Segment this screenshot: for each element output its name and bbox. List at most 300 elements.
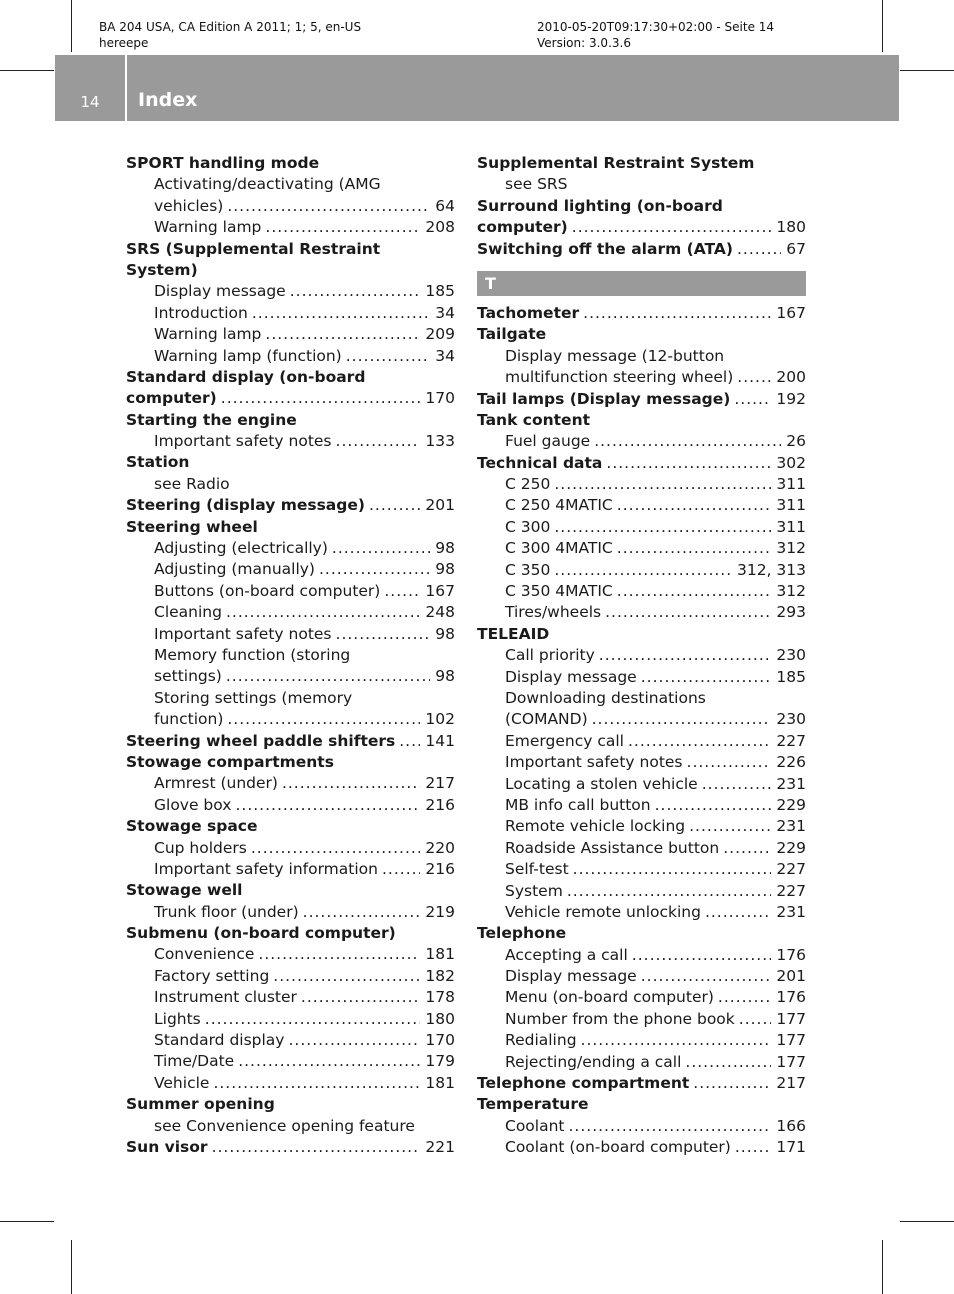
entry-text: computer) <box>477 218 568 237</box>
dot-leader <box>632 945 772 966</box>
entry-text: Steering wheel <box>126 517 258 536</box>
entry-text: settings) <box>154 667 222 686</box>
dot-leader <box>369 495 420 516</box>
entry-text: Stowage well <box>126 881 243 900</box>
page-reference: 176 <box>776 988 806 1007</box>
entry-text: Important safety information <box>154 859 378 878</box>
page-reference: 216 <box>425 795 455 814</box>
dot-leader <box>723 838 771 859</box>
entry-text: Telephone <box>477 924 567 943</box>
dot-leader <box>687 752 772 773</box>
entry-text: Activating/deactivating (AMG <box>154 175 381 194</box>
index-subentry <box>477 1116 806 1137</box>
dot-leader <box>303 902 421 923</box>
page-reference: 167 <box>776 303 806 322</box>
page-reference: 229 <box>776 838 806 857</box>
entry-text: Warning lamp (function) <box>154 346 342 365</box>
banner-divider <box>125 55 127 121</box>
page-reference: 209 <box>425 325 455 344</box>
index-subentry <box>126 795 455 816</box>
dot-leader <box>235 795 420 816</box>
index-entry <box>477 239 806 260</box>
index-subentry <box>477 667 806 688</box>
page-reference: 302 <box>776 453 806 472</box>
entry-text: Tail lamps (Display message) <box>477 389 731 408</box>
index-subentry <box>126 624 455 645</box>
index-entry <box>477 389 806 410</box>
dot-leader <box>554 474 771 495</box>
dot-leader <box>573 859 772 880</box>
entry-text: Cup holders <box>154 838 247 857</box>
entry-text: Accepting a call <box>505 945 628 964</box>
dot-leader <box>617 538 772 559</box>
dot-leader <box>258 944 420 965</box>
entry-text: Redialing <box>505 1031 577 1050</box>
index-subentry <box>126 859 455 880</box>
index-subentry <box>126 303 455 324</box>
index-entry <box>126 731 455 752</box>
dot-leader <box>226 666 430 687</box>
entry-text: Introduction <box>154 303 248 322</box>
dot-leader <box>734 389 771 410</box>
entry-text: Call priority <box>505 646 595 665</box>
index-subentry <box>477 752 806 773</box>
entry-text: C 300 4MATIC <box>505 539 613 558</box>
entry-text: multifunction steering wheel) <box>505 368 734 387</box>
page-reference: 170 <box>425 1031 455 1050</box>
entry-text: Remote vehicle locking <box>505 817 686 836</box>
page-reference: 98 <box>435 667 455 686</box>
index-subentry <box>477 774 806 795</box>
page-reference: 208 <box>425 218 455 237</box>
page-reference: 185 <box>776 667 806 686</box>
dot-leader <box>617 581 772 602</box>
entry-text: see SRS <box>505 175 568 194</box>
page-number: 14 <box>80 93 100 111</box>
page-reference: 180 <box>776 218 806 237</box>
index-entry <box>477 410 806 431</box>
dot-leader <box>592 709 772 730</box>
entry-text: Standard display (on-board <box>126 367 366 386</box>
index-subentry <box>477 966 806 987</box>
index-entry <box>477 324 806 345</box>
index-subentry <box>126 773 455 794</box>
crop-mark <box>900 70 954 71</box>
dot-leader <box>705 902 771 923</box>
dot-leader <box>617 495 772 516</box>
index-entry <box>126 880 455 901</box>
index-entry <box>126 923 455 944</box>
entry-text: System) <box>126 260 198 279</box>
dot-leader <box>628 731 771 752</box>
page-reference: 180 <box>425 1009 455 1028</box>
dot-leader <box>384 581 420 602</box>
page-reference: 248 <box>425 603 455 622</box>
dot-leader <box>251 838 421 859</box>
dot-leader <box>599 645 772 666</box>
index-subentry <box>126 688 455 709</box>
dot-leader <box>319 559 430 580</box>
dot-leader <box>606 453 771 474</box>
print-info-left-line1: BA 204 USA, CA Edition A 2011; 1; 5, en-US <box>99 20 362 34</box>
page-reference: 226 <box>776 753 806 772</box>
index-subentry <box>126 645 455 666</box>
index-entry <box>477 1094 806 1115</box>
print-info-right-line1: 2010-05-20T09:17:30+02:00 - Seite 14 <box>537 20 775 34</box>
index-subentry <box>126 196 455 217</box>
dot-leader <box>685 1052 771 1073</box>
index-subentry <box>126 174 455 195</box>
page-reference: 98 <box>435 539 455 558</box>
index-subentry <box>126 1030 455 1051</box>
index-subentry <box>126 602 455 623</box>
entry-text: Temperature <box>477 1095 589 1114</box>
entry-text: Display message <box>505 667 637 686</box>
page-reference: 217 <box>425 774 455 793</box>
crop-mark <box>71 0 72 52</box>
entry-text: Convenience <box>154 945 255 964</box>
entry-text: Coolant <box>505 1116 565 1135</box>
entry-text: C 300 <box>505 517 551 536</box>
index-entry <box>477 217 806 238</box>
dot-leader <box>594 431 781 452</box>
dot-leader <box>212 1137 421 1158</box>
print-info-left-line2: hereepe <box>99 36 149 50</box>
entry-text: Important safety notes <box>154 624 332 643</box>
entry-text: C 350 4MATIC <box>505 582 613 601</box>
index-subentry <box>477 816 806 837</box>
entry-text: Trunk floor (under) <box>154 902 299 921</box>
index-entry <box>126 452 455 473</box>
entry-text: Tachometer <box>477 303 580 322</box>
page-reference: 192 <box>776 389 806 408</box>
dot-leader <box>265 217 420 238</box>
entry-text: Steering (display message) <box>126 496 365 515</box>
index-subentry <box>477 688 806 709</box>
dot-leader <box>399 731 420 752</box>
entry-text: Tires/wheels <box>505 603 602 622</box>
index-entry <box>126 1094 455 1115</box>
page-reference: 221 <box>425 1137 455 1156</box>
page-reference: 216 <box>425 859 455 878</box>
page-reference: 311 <box>776 517 806 536</box>
index-subentry <box>477 987 806 1008</box>
dot-leader <box>689 816 771 837</box>
index-subentry <box>126 1116 455 1137</box>
entry-text: Tailgate <box>477 325 547 344</box>
index-entry <box>126 410 455 431</box>
page-reference: 176 <box>776 945 806 964</box>
entry-text: Station <box>126 453 190 472</box>
entry-text: Downloading destinations <box>505 688 706 707</box>
dot-leader <box>655 795 772 816</box>
index-subentry <box>126 902 455 923</box>
dot-leader <box>735 1137 772 1158</box>
entry-text: Roadside Assistance button <box>505 838 720 857</box>
page-reference: 200 <box>776 368 806 387</box>
page-reference: 177 <box>776 1031 806 1050</box>
entry-text: Switching off the alarm (ATA) <box>477 239 733 258</box>
dot-leader <box>336 431 421 452</box>
entry-text: Number from the phone book <box>505 1009 735 1028</box>
index-entry <box>126 388 455 409</box>
page-reference: 98 <box>435 624 455 643</box>
index-subentry <box>126 281 455 302</box>
index-entry <box>126 517 455 538</box>
entry-text: System <box>505 881 563 900</box>
entry-text: Summer opening <box>126 1095 275 1114</box>
dot-leader <box>581 1030 772 1051</box>
entry-text: Supplemental Restraint System <box>477 154 755 172</box>
page-reference: 231 <box>776 817 806 836</box>
index-subentry <box>477 602 806 623</box>
page-reference: 182 <box>425 966 455 985</box>
index-entry <box>126 752 455 773</box>
dot-leader <box>605 602 771 623</box>
index-subentry <box>126 324 455 345</box>
page-reference: 230 <box>776 710 806 729</box>
index-subentry <box>477 709 806 730</box>
page-reference: 311 <box>776 496 806 515</box>
page-reference: 178 <box>425 988 455 1007</box>
page-reference: 141 <box>425 731 455 750</box>
page-reference: 166 <box>776 1116 806 1135</box>
page-reference: 26 <box>786 432 806 451</box>
index-entry <box>126 495 455 516</box>
page-reference: 181 <box>425 1073 455 1092</box>
dot-leader <box>213 1073 420 1094</box>
index-subentry <box>477 538 806 559</box>
index-subentry <box>477 517 806 538</box>
dot-leader <box>290 281 421 302</box>
print-info-right-line2: Version: 3.0.3.6 <box>537 36 631 50</box>
index-subentry <box>126 346 455 367</box>
dot-leader <box>227 196 430 217</box>
entry-text: Display message <box>505 967 637 986</box>
section-banner <box>55 55 899 121</box>
page-reference: 170 <box>425 389 455 408</box>
index-entry <box>126 239 455 260</box>
entry-text: Display message (12-button <box>505 346 725 365</box>
page-reference: 98 <box>435 560 455 579</box>
index-subentry <box>126 966 455 987</box>
entry-text: Stowage compartments <box>126 752 334 771</box>
page-reference: 312 <box>776 539 806 558</box>
index-column-right <box>477 153 806 1159</box>
index-entry <box>126 1137 455 1158</box>
crop-mark <box>0 1221 54 1222</box>
entry-text: vehicles) <box>154 196 224 215</box>
page-reference: 312 <box>776 582 806 601</box>
index-subentry <box>477 474 806 495</box>
entry-text: C 250 <box>505 475 551 494</box>
page-title: Index <box>138 89 198 111</box>
dot-leader <box>641 667 772 688</box>
index-subentry <box>477 581 806 602</box>
dot-leader <box>252 303 430 324</box>
page-reference: 220 <box>425 838 455 857</box>
index-subentry <box>126 1009 455 1030</box>
entry-text: Time/Date <box>154 1052 235 1071</box>
page-reference: 311 <box>776 475 806 494</box>
dot-leader <box>554 517 771 538</box>
entry-text: SRS (Supplemental Restraint <box>126 239 381 258</box>
index-subentry <box>126 474 455 495</box>
section-letter: T <box>477 271 806 296</box>
entry-text: Rejecting/ending a call <box>505 1052 682 1071</box>
entry-text: SPORT handling mode <box>126 154 320 172</box>
dot-leader <box>205 1009 421 1030</box>
dot-leader <box>739 1009 772 1030</box>
index-subentry <box>477 881 806 902</box>
page-reference: 201 <box>425 496 455 515</box>
entry-text: Instrument cluster <box>154 988 297 1007</box>
entry-text: Submenu (on-board computer) <box>126 924 396 943</box>
entry-text: Adjusting (manually) <box>154 560 315 579</box>
page-reference: 201 <box>776 967 806 986</box>
index-entry <box>126 153 455 174</box>
index-entry <box>477 303 806 324</box>
dot-leader <box>583 303 771 324</box>
crop-mark <box>882 0 883 52</box>
entry-text: Vehicle <box>154 1073 210 1092</box>
page-reference: 177 <box>776 1052 806 1071</box>
index-subentry <box>126 987 455 1008</box>
entry-text: Factory setting <box>154 966 270 985</box>
index-subentry <box>126 217 455 238</box>
dot-leader <box>737 367 771 388</box>
entry-text: Emergency call <box>505 731 624 750</box>
dot-leader <box>238 1051 420 1072</box>
entry-text: Warning lamp <box>154 218 262 237</box>
entry-text: Surround lighting (on-board <box>477 196 723 215</box>
dot-leader <box>693 1073 771 1094</box>
print-info-right <box>537 19 774 51</box>
page-reference: 231 <box>776 774 806 793</box>
index-entry <box>477 923 806 944</box>
crop-mark <box>882 1240 883 1294</box>
index-entry <box>477 624 806 645</box>
index-entry <box>126 367 455 388</box>
dot-leader <box>382 859 420 880</box>
dot-leader <box>227 709 420 730</box>
dot-leader <box>641 966 772 987</box>
index-subentry <box>477 1137 806 1158</box>
crop-mark <box>900 1221 954 1222</box>
index-subentry <box>126 538 455 559</box>
dot-leader <box>301 987 420 1008</box>
page-reference: 34 <box>435 303 455 322</box>
print-info-left <box>99 19 361 51</box>
index-subentry <box>126 431 455 452</box>
entry-text: Locating a stolen vehicle <box>505 774 698 793</box>
index-entry <box>477 453 806 474</box>
entry-text: Self-test <box>505 860 569 879</box>
dot-leader <box>554 560 732 581</box>
dot-leader <box>572 217 772 238</box>
dot-leader <box>288 1030 420 1051</box>
index-subentry <box>477 645 806 666</box>
entry-text: Storing settings (memory <box>154 688 353 707</box>
entry-text: Starting the engine <box>126 410 297 429</box>
page-reference: 293 <box>776 603 806 622</box>
page-reference: 102 <box>425 710 455 729</box>
index-entry <box>126 816 455 837</box>
entry-text: Buttons (on-board computer) <box>154 581 381 600</box>
crop-mark <box>0 70 54 71</box>
index-entry <box>126 260 455 281</box>
index-subentry <box>477 1009 806 1030</box>
entry-text: Fuel gauge <box>505 432 591 451</box>
entry-text: Cleaning <box>154 603 222 622</box>
entry-text: Steering wheel paddle shifters <box>126 731 396 750</box>
dot-leader <box>346 346 431 367</box>
crop-mark <box>71 1240 72 1294</box>
index-subentry <box>477 859 806 880</box>
page-reference: 34 <box>435 346 455 365</box>
entry-text: see Radio <box>154 474 230 493</box>
entry-text: MB info call button <box>505 795 651 814</box>
entry-text: Important safety notes <box>154 432 332 451</box>
index-subentry <box>477 367 806 388</box>
index-subentry <box>477 1030 806 1051</box>
page-reference: 229 <box>776 795 806 814</box>
index-subentry <box>126 581 455 602</box>
index-entry <box>477 153 806 174</box>
page-reference: 231 <box>776 902 806 921</box>
index-subentry <box>126 666 455 687</box>
index-subentry <box>126 944 455 965</box>
entry-text: Standard display <box>154 1031 285 1050</box>
index-entry <box>477 196 806 217</box>
entry-text: C 250 4MATIC <box>505 496 613 515</box>
dot-leader <box>336 624 431 645</box>
page-reference: 181 <box>425 945 455 964</box>
dot-leader <box>226 602 420 623</box>
index-column-left <box>126 153 455 1158</box>
page-reference: 64 <box>435 196 455 215</box>
dot-leader <box>273 966 420 987</box>
index-subentry <box>477 838 806 859</box>
entry-text: Sun visor <box>126 1137 208 1156</box>
index-subentry <box>477 1052 806 1073</box>
index-subentry <box>477 346 806 367</box>
entry-text: see Convenience opening feature <box>154 1116 415 1135</box>
dot-leader <box>567 881 772 902</box>
page-reference: 179 <box>425 1052 455 1071</box>
index-subentry <box>126 1051 455 1072</box>
index-subentry <box>126 559 455 580</box>
index-subentry <box>477 495 806 516</box>
entry-text: Glove box <box>154 795 232 814</box>
dot-leader <box>265 324 420 345</box>
page-reference: 171 <box>776 1138 806 1157</box>
dot-leader <box>282 773 420 794</box>
page-reference: 227 <box>776 881 806 900</box>
page-reference: 177 <box>776 1009 806 1028</box>
index-subentry <box>126 1073 455 1094</box>
index-subentry <box>477 560 806 581</box>
entry-text: Important safety notes <box>505 753 683 772</box>
entry-text: Menu (on-board computer) <box>505 988 714 1007</box>
dot-leader <box>718 987 771 1008</box>
index-subentry <box>126 838 455 859</box>
entry-text: (COMAND) <box>505 710 588 729</box>
index-subentry <box>477 795 806 816</box>
index-subentry <box>477 902 806 923</box>
entry-text: Tank content <box>477 410 591 429</box>
entry-text: Display message <box>154 282 286 301</box>
